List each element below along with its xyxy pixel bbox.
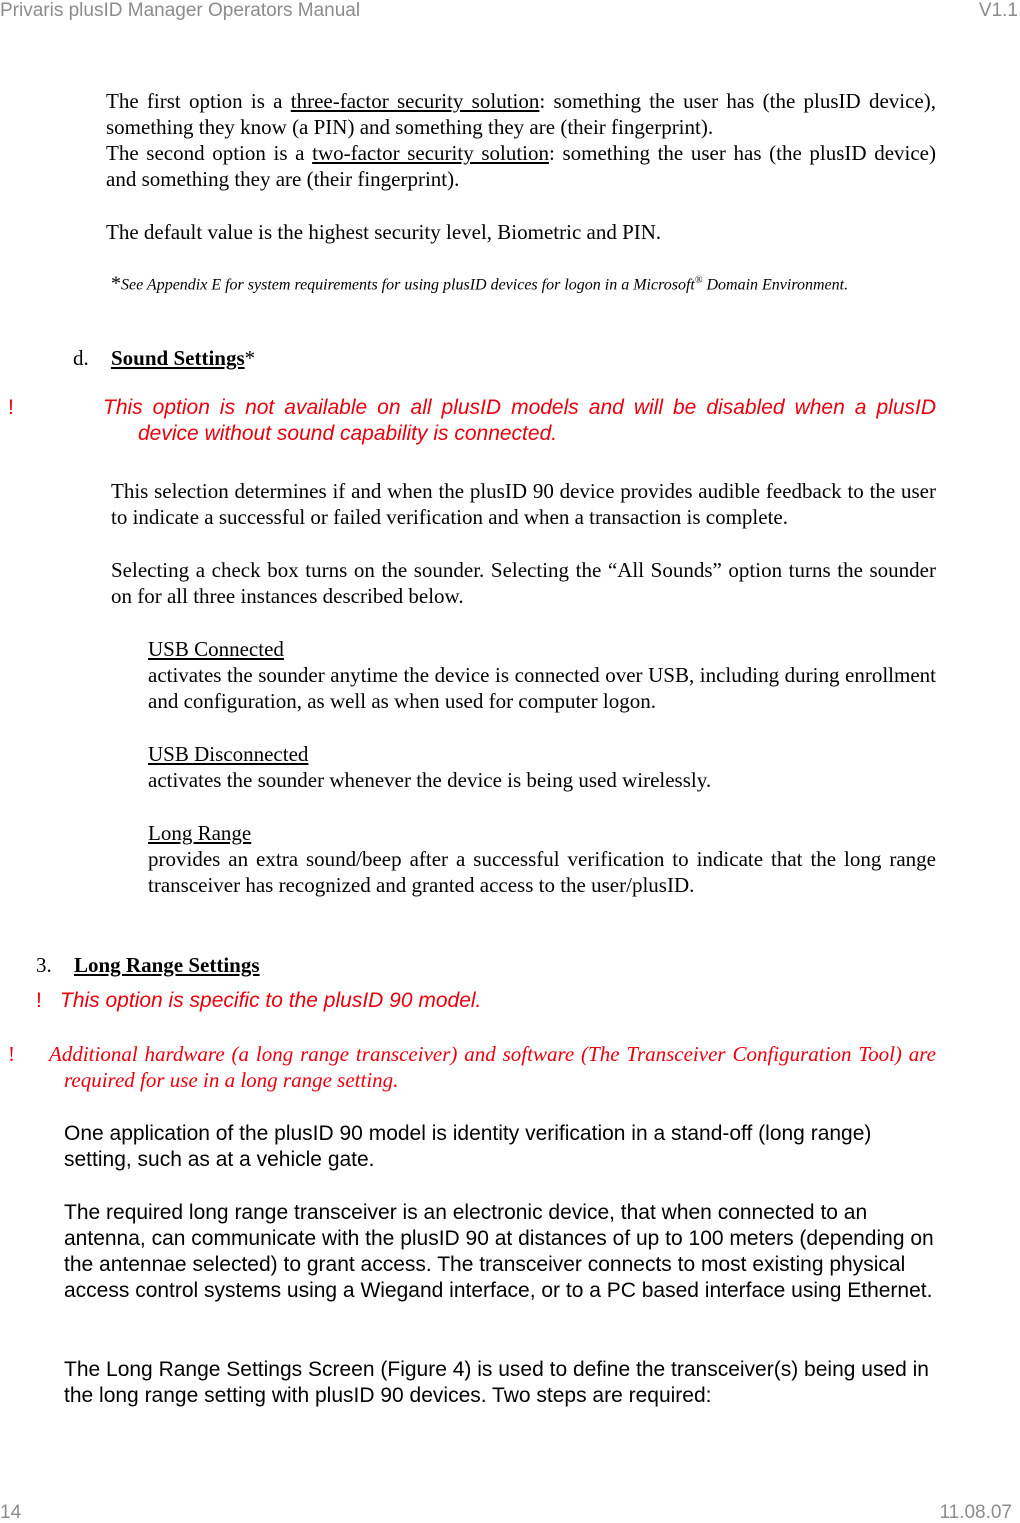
sound-checkbox-description: Selecting a check box turns on the sounder. Selecting the “All Sounds” option turns the sounder on for all three instances described below.: [111, 558, 936, 608]
sound-warning: ! This option is not available on all plusID models and will be disabled when a plusID device without sound capability is connected.: [8, 396, 936, 445]
header-version: V1.1: [978, 0, 1018, 21]
long-range-number: 3.: [36, 953, 52, 977]
long-range-paragraph-2: The required long range transceiver is an electronic device, that when connected to an antenna, can communicate with the plusID 90 at distances of up to 100 meters (depending on the antennae selected) to grant access. The transceiver connects to most existing physical access control systems using a Wiegand interface, or to a PC based interface using Ethernet.: [64, 1201, 934, 1302]
appendix-note: *See Appendix E for system requirements for using plusID devices for logon in a Microsoft® Domain Environment.: [111, 272, 849, 295]
header-title: Privaris plusID Manager Operators Manual: [0, 0, 361, 21]
three-factor-term: three-factor security solution: [290, 89, 540, 113]
sound-item-desc: activates the sounder whenever the device is being used wirelessly.: [148, 768, 712, 792]
sound-item-desc: activates the sounder anytime the device is connected over USB, including during enrollment and configuration, as well as when used for computer logon.: [148, 663, 936, 713]
intro-paragraph-2: The second option is a two-factor security solution: something the user has (the plusID device) and something they are (their fingerprint).: [106, 141, 936, 191]
footer-date: 11.08.07: [939, 1502, 1012, 1523]
long-range-paragraph-3: The Long Range Settings Screen (Figure 4) is used to define the transceiver(s) being used in the long range setting with plusID 90 devices. Two steps are required:: [64, 1358, 929, 1407]
warning-icon: !: [8, 396, 14, 419]
sound-item-usb-disconnected: [148, 741, 936, 793]
warning-icon: !: [8, 1042, 15, 1066]
default-value-text: The default value is the highest security level, Biometric and PIN.: [106, 220, 662, 244]
sound-item-title: USB Connected: [148, 637, 284, 661]
long-range-heading: Long Range Settings: [74, 953, 260, 977]
sound-item-title: USB Disconnected: [148, 742, 309, 766]
sound-item-desc: provides an extra sound/beep after a successful verification to indicate that the long range transceiver has recognized and granted access to the user/plusID.: [148, 847, 936, 897]
long-range-warning-1: ! This option is specific to the plusID 90 model.: [36, 989, 482, 1012]
sound-description: This selection determines if and when the plusID 90 device provides audible feedback to the user to indicate a successful or failed verification and when a transaction is complete.: [111, 479, 936, 529]
sound-item-usb-connected: [148, 636, 936, 714]
warning-icon: !: [36, 989, 42, 1012]
sound-item-title: Long Range: [148, 821, 252, 845]
two-factor-term: two-factor security solution: [312, 141, 549, 165]
sound-settings-heading: Sound Settings*: [111, 346, 256, 370]
sound-item-long-range: [148, 820, 936, 898]
intro-paragraph-1: The first option is a three-factor security solution: something the user has (the plusID device), something they know (a PIN) and something they are (their fingerprint).: [106, 89, 936, 139]
long-range-paragraph-1: One application of the plusID 90 model is identity verification in a stand-off (long range) setting, such as at a vehicle gate.: [64, 1122, 872, 1171]
page-number: 14: [0, 1502, 22, 1523]
sound-settings-number: d.: [73, 346, 89, 370]
long-range-warning-2: ! Additional hardware (a long range transceiver) and software (The Transceiver Configuration Tool) are required for use in a long range setting.: [8, 1042, 936, 1092]
